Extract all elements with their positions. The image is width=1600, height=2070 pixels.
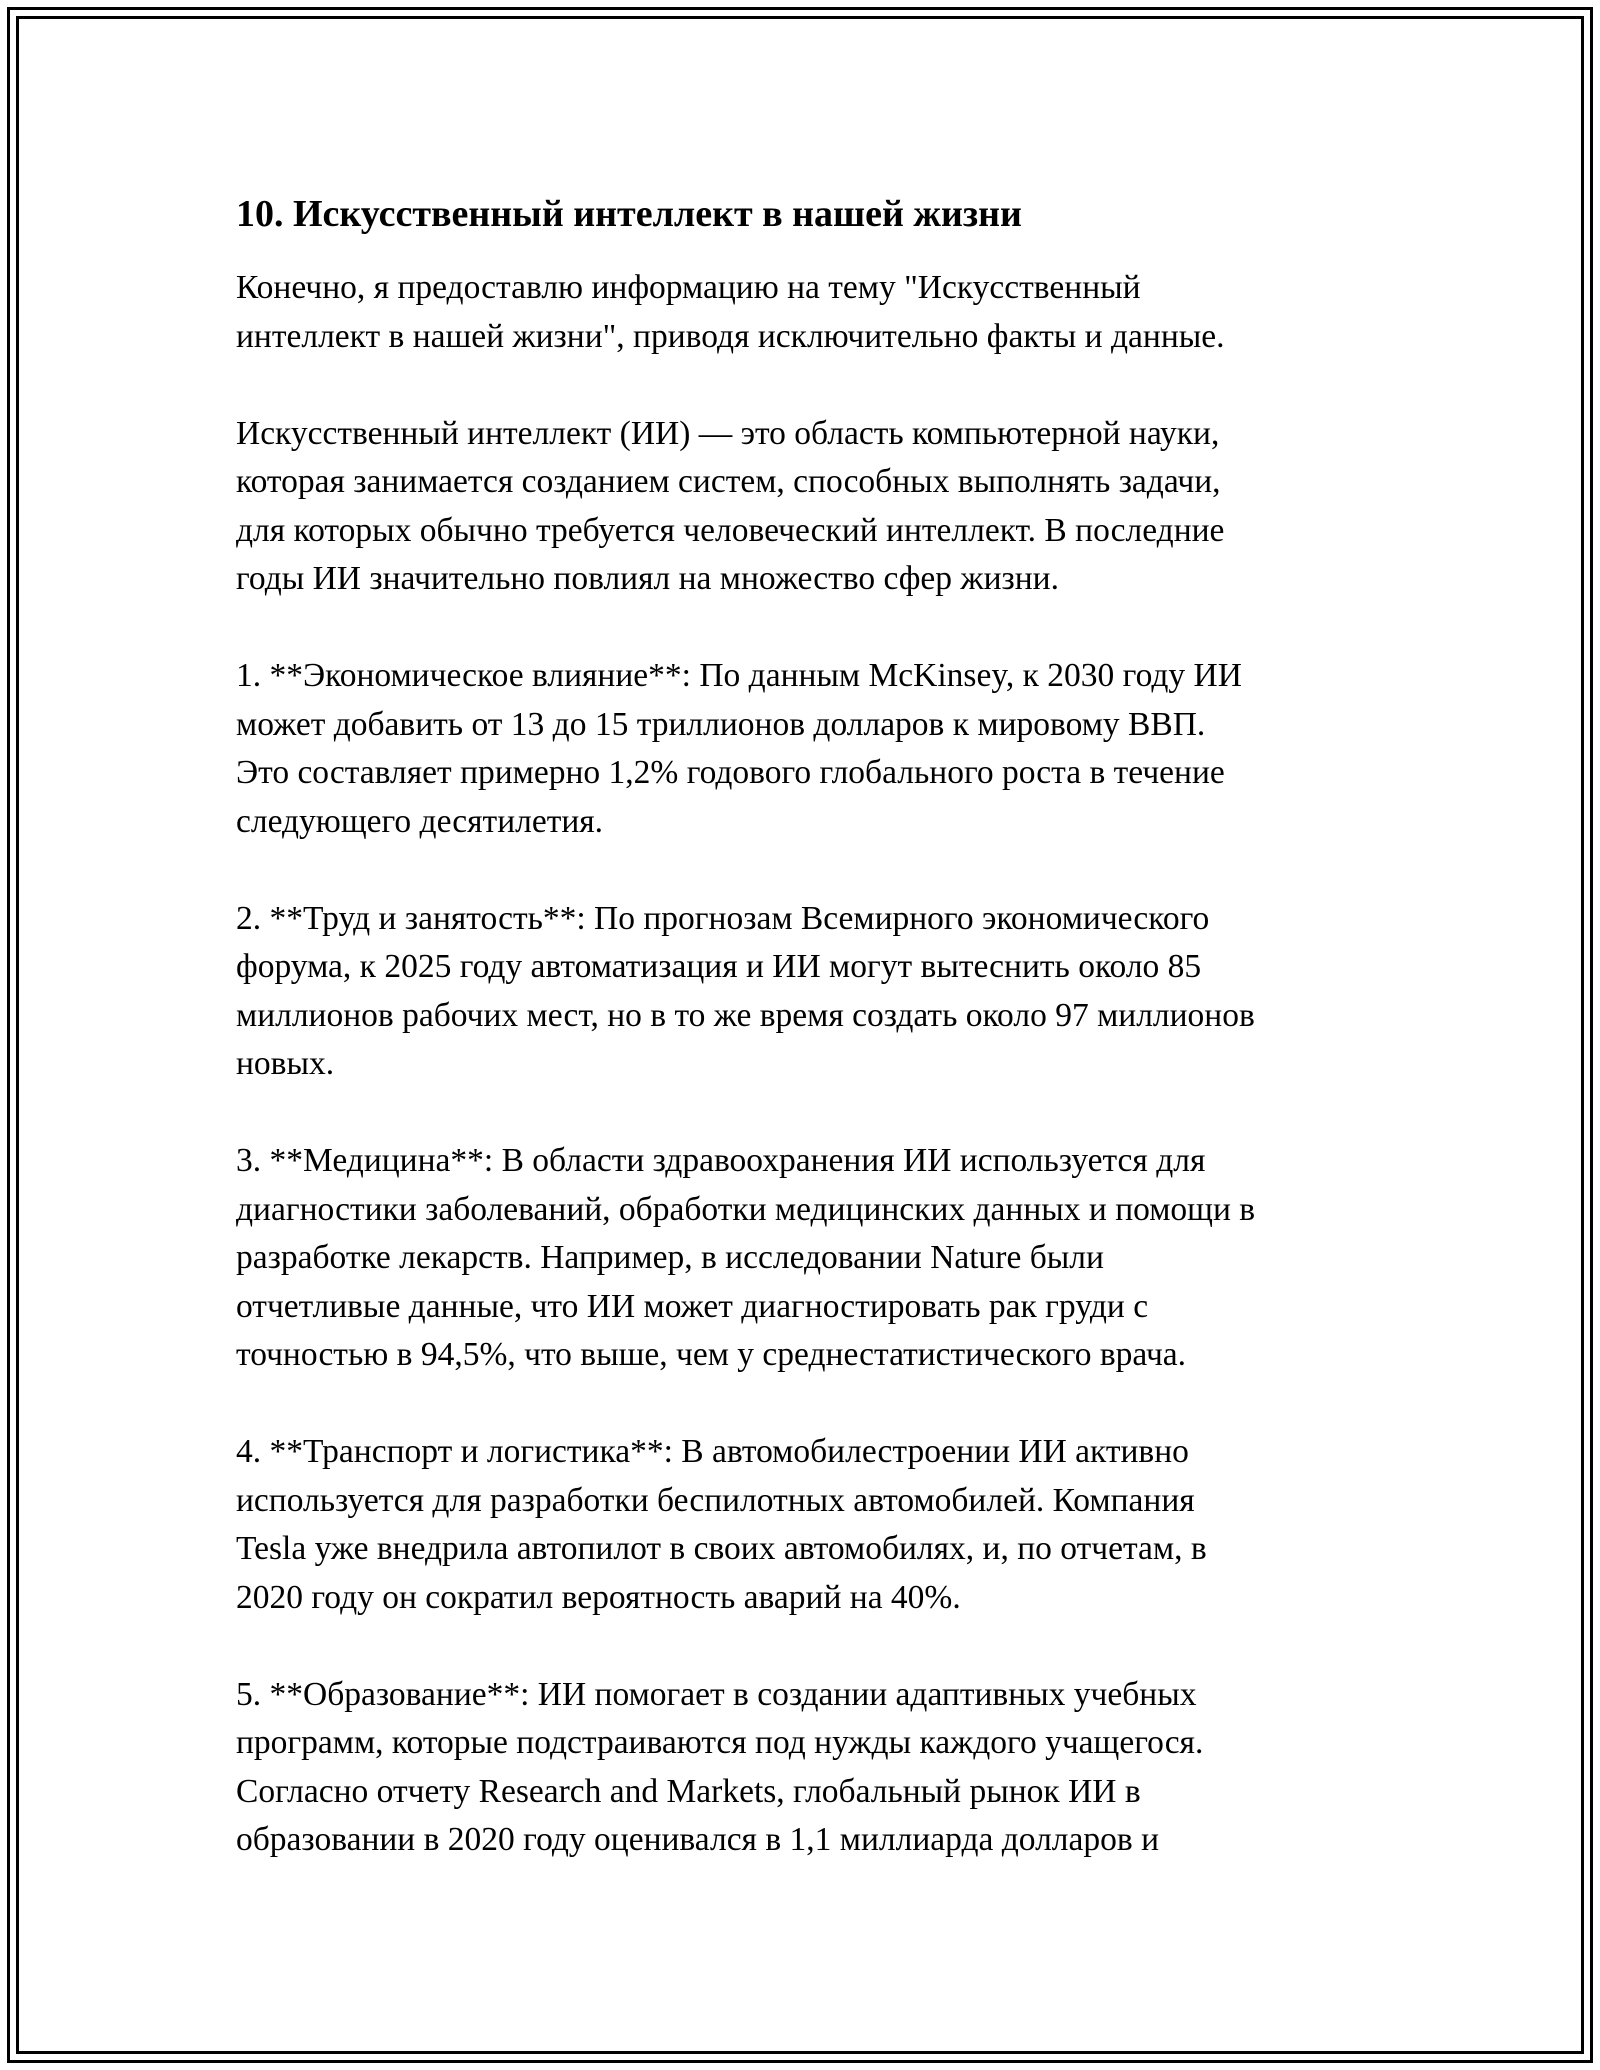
paragraph-intro: Конечно, я предоставлю информацию на тему "Искусственный интеллект в нашей жизни", приводя исключительно факты и данные. [236, 269, 1225, 355]
list-item-labor-employment: 2. **Труд и занятость**: По прогнозам Всемирного экономического форума, к 2025 году автоматизация и ИИ могут вытеснить около 85 миллионов рабочих мест, но в то же время создать около 97 миллионов новых. [236, 899, 1255, 1082]
list-item-economic-impact: 1. **Экономическое влияние**: По данным McKinsey, к 2030 году ИИ может добавить от 13 до 15 триллионов долларов к мировому ВВП. Это составляет примерно 1,2% годового глобального роста в течение следующего десятилетия. [236, 657, 1242, 840]
list-item-transport-logistics: 4. **Транспорт и логистика**: В автомобилестроении ИИ активно используется для разработки беспилотных автомобилей. Компания Tesla уже внедрила автопилот в своих автомобилях, и, по отчетам, в 2020 году он сократил вероятность аварий на 40%. [236, 1433, 1207, 1616]
list-item-education: 5. **Образование**: ИИ помогает в создании адаптивных учебных программ, которые подстраиваются под нужды каждого учащегося. Согласно отчету Research and Markets, глобальный рынок ИИ в образовании в 2020 году оценивался в 1,1 миллиарда долларов и [236, 1675, 1204, 1858]
paragraph-definition: Искусственный интеллект (ИИ) — это область компьютерной науки, которая занимается созданием систем, способных выполнять задачи, для которых обычно требуется человеческий интеллект. В последние годы ИИ значительно повлиял на множество сфер жизни. [236, 414, 1225, 597]
document-body [236, 190, 1416, 1865]
document-title: 10. Искусственный интеллект в нашей жизни [236, 193, 1022, 235]
list-item-medicine: 3. **Медицина**: В области здравоохранения ИИ используется для диагностики заболеваний, обработки медицинских данных и помощи в разработке лекарств. Например, в исследовании Nature были отчетливые данные, что ИИ может диагностировать рак груди с точностью в 94,5%, что выше, чем у среднестатистического врача. [236, 1142, 1256, 1373]
